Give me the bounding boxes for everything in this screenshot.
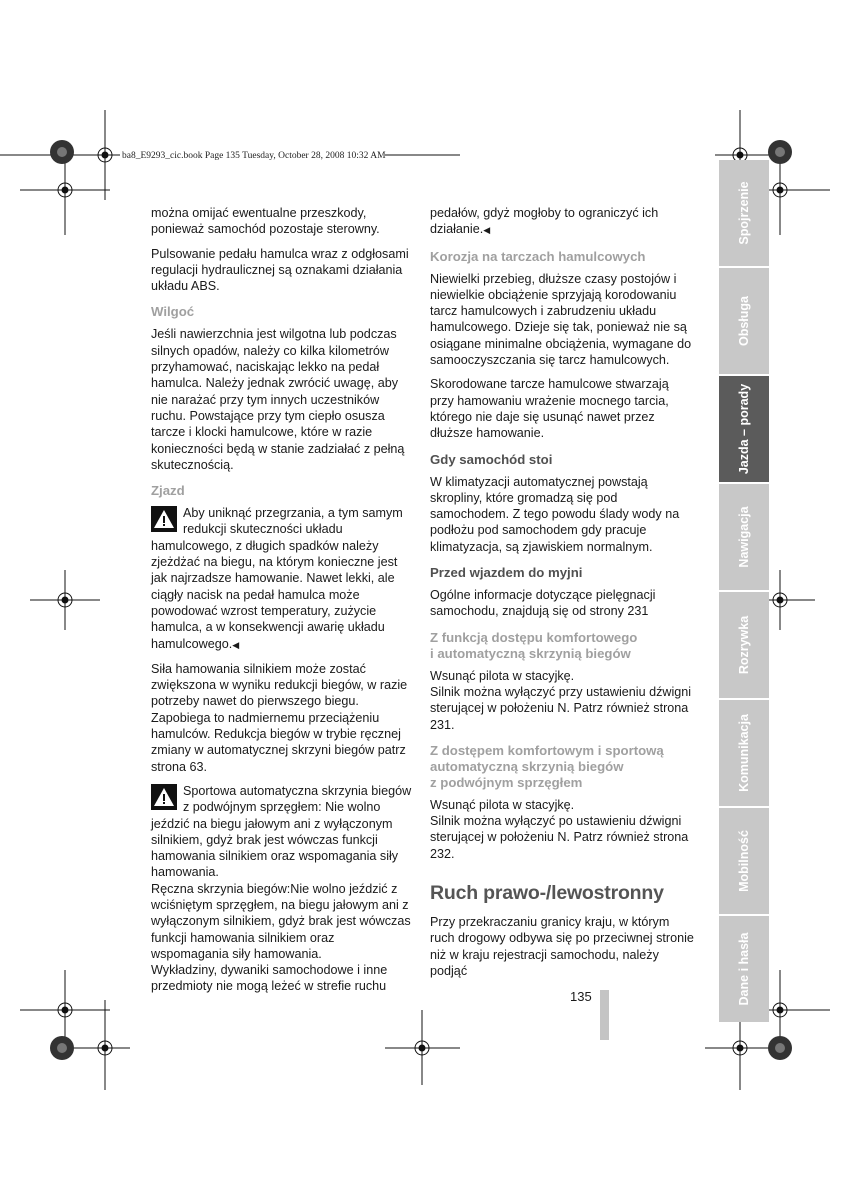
paragraph: Wsunąć pilota w stacyjkę. Silnik można wyłączyć po ustawieniu dźwigni sterującej w położeniu N. Patrz również strona 232. [430,797,689,861]
paragraph: Wsunąć pilota w stacyjkę. Silnik można wyłączyć przy ustawieniu dźwigni sterującej w położeniu N. Patrz również strona 231. [430,668,692,732]
section-heading-korozja: Korozja na tarczach hamulcowych [430,248,646,264]
right-column [430,205,695,987]
warning-block [151,783,413,995]
warning-text: Sportowa automatyczna skrzynia biegów z podwójnym sprzęgłem: Nie wolno jeździć na biegu jałowym ani z wyłączonym silnikiem, gdyż brak jest wówczas funkcji hamowania silnikiem oraz wspomagania siły hamowania. [151,783,412,880]
tab-rozrywka[interactable] [719,592,769,698]
tab-mobilnosc[interactable] [719,808,769,914]
paragraph: Przy przekraczaniu granicy kraju, w którym ruch drogowy odbywa się po przeciwnej stronie niż w kraju rejestracji samochodu, należy podjąć [430,915,694,978]
warning-text: Ręczna skrzynia biegów:Nie wolno jeździć z wciśniętym sprzęgłem, na biegu jałowym ani z wyłączonym silnikiem, gdyż brak jest wówczas funkcji hamowania silnikiem oraz wspomagania siły hamowania. [151,881,411,961]
tab-label: Rozrywka [737,615,751,675]
warning-icon [151,506,177,532]
left-column [151,205,413,1003]
warning-text: Aby uniknąć przegrzania, a tym samym redukcji skuteczności układu hamulcowego, z długich spadków należy zjeżdżać na biegu, na którym konieczne jest jak najrzadsze hamowanie. Nawet lekki, ale ciągły nacisk na pedał hamulca może powodować wzrost temperatury, zużycie hamulca, a w konsekwencji awarię układu hamulcowego. [151,506,403,651]
paragraph: Skorodowane tarcze hamulcowe stwarzają przy hamowaniu wrażenie mocnego tarcia, którego nie daje się usunąć nawet przez dłuższe hamowanie. [430,377,669,441]
running-header: ba8_E9293_cic.book Page 135 Tuesday, October 28, 2008 10:32 AM [122,151,386,161]
section-heading-zjazd: Zjazd [151,483,185,499]
tab-obsluga[interactable] [719,268,769,374]
section-heading-przed: Przed wjazdem do myjni [430,565,583,581]
chapter-heading-ruch: Ruch prawo-/lewostronny [430,882,664,905]
tab-label: Komunikacja [737,714,751,792]
paragraph: W klimatyzacji automatycznej powstają skropliny, które gromadzą się pod samochodem. Z tego powodu ślady wody na podłożu pod samochodem gdy pracuje klimatyzacja, są zjawiskiem normalnym. [430,474,680,554]
end-mark-icon: ◀ [483,225,491,236]
paragraph: Jeśli nawierzchnia jest wilgotna lub podczas silnych opadów, należy co kilka kilometrów przyhamować, naciskając lekko na pedał hamulca. Należy jednak zwrócić uwagę, aby nie narażać przy tym innych uczestników ruchu. Powstające przy tym ciepło osusza tarcze i klocki hamulcowe, które w razie konieczności będą w stanie zadziałać z pełną skutecznością. [151,327,405,472]
page-number: 135 [570,989,592,1004]
tab-label: Spojrzenie [737,181,751,245]
section-heading-wilgoc: Wilgoć [151,304,195,320]
paragraph: Siła hamowania silnikiem może zostać zwiększona w wyniku redukcji biegów, w razie potrzeby nawet do pierwszego biegu. Zapobiega to nadmiernemu przeciążeniu hamulców. Redukcja biegów w trybie ręcznej zmiany w automatycznej skrzyni biegów patrz strona 63. [151,661,408,774]
tab-label: Dane i hasła [737,932,751,1006]
tab-label: Mobilność [737,830,751,892]
tab-label: Jazda – porady [737,383,751,475]
tab-spojrzenie[interactable] [719,160,769,266]
warning-icon [151,784,177,810]
tab-jazda-porady[interactable] [719,376,769,482]
tab-label: Nawigacja [737,506,751,568]
paragraph: pedałów, gdyż mogłoby to ograniczyć ich działanie.◀ [430,206,659,237]
page-number-bar [600,990,609,1040]
tab-komunikacja[interactable] [719,700,769,806]
section-heading-dostep: Z dostępem komfortowym i sportową automatyczną skrzynią biegów z podwójnym sprzęgłem [430,742,664,790]
warning-text: Wykładziny, dywaniki samochodowe i inne przedmioty nie mogą leżeć w strefie ruchu [151,963,388,994]
paragraph: Niewielki przebieg, dłuższe czasy postojów i niewielkie obciążenie sprzyjają korodowaniu tarcz hamulcowych i zabrudzeniu układu hamulcowego. Dzieje się tak, ponieważ nie są osiągane minimalne obciążenia, wymagane do samooczyszczania się tarcz hamulcowych. [430,271,692,368]
section-heading-gdy: Gdy samochód stoi [430,451,553,467]
paragraph: Ogólne informacje dotyczące pielęgnacji samochodu, znajdują się od strony 231 [430,588,656,619]
paragraph: Pulsowanie pedału hamulca wraz z odgłosami regulacji hydraulicznej są oznakami działania układu ABS. [151,246,409,294]
section-heading-funkcja: Z funkcją dostępu komfortowego i automatyczną skrzynią biegów [430,629,638,661]
tab-nawigacja[interactable] [719,484,769,590]
paragraph: można omijać ewentualne przeszkody, ponieważ samochód pozostaje sterowny. [151,206,380,237]
chapter-tabs [719,160,769,1024]
tab-label: Obsługa [737,295,751,347]
warning-block [151,505,413,653]
tab-dane-i-hasla[interactable] [719,916,769,1022]
end-mark-icon: ◀ [232,639,240,650]
